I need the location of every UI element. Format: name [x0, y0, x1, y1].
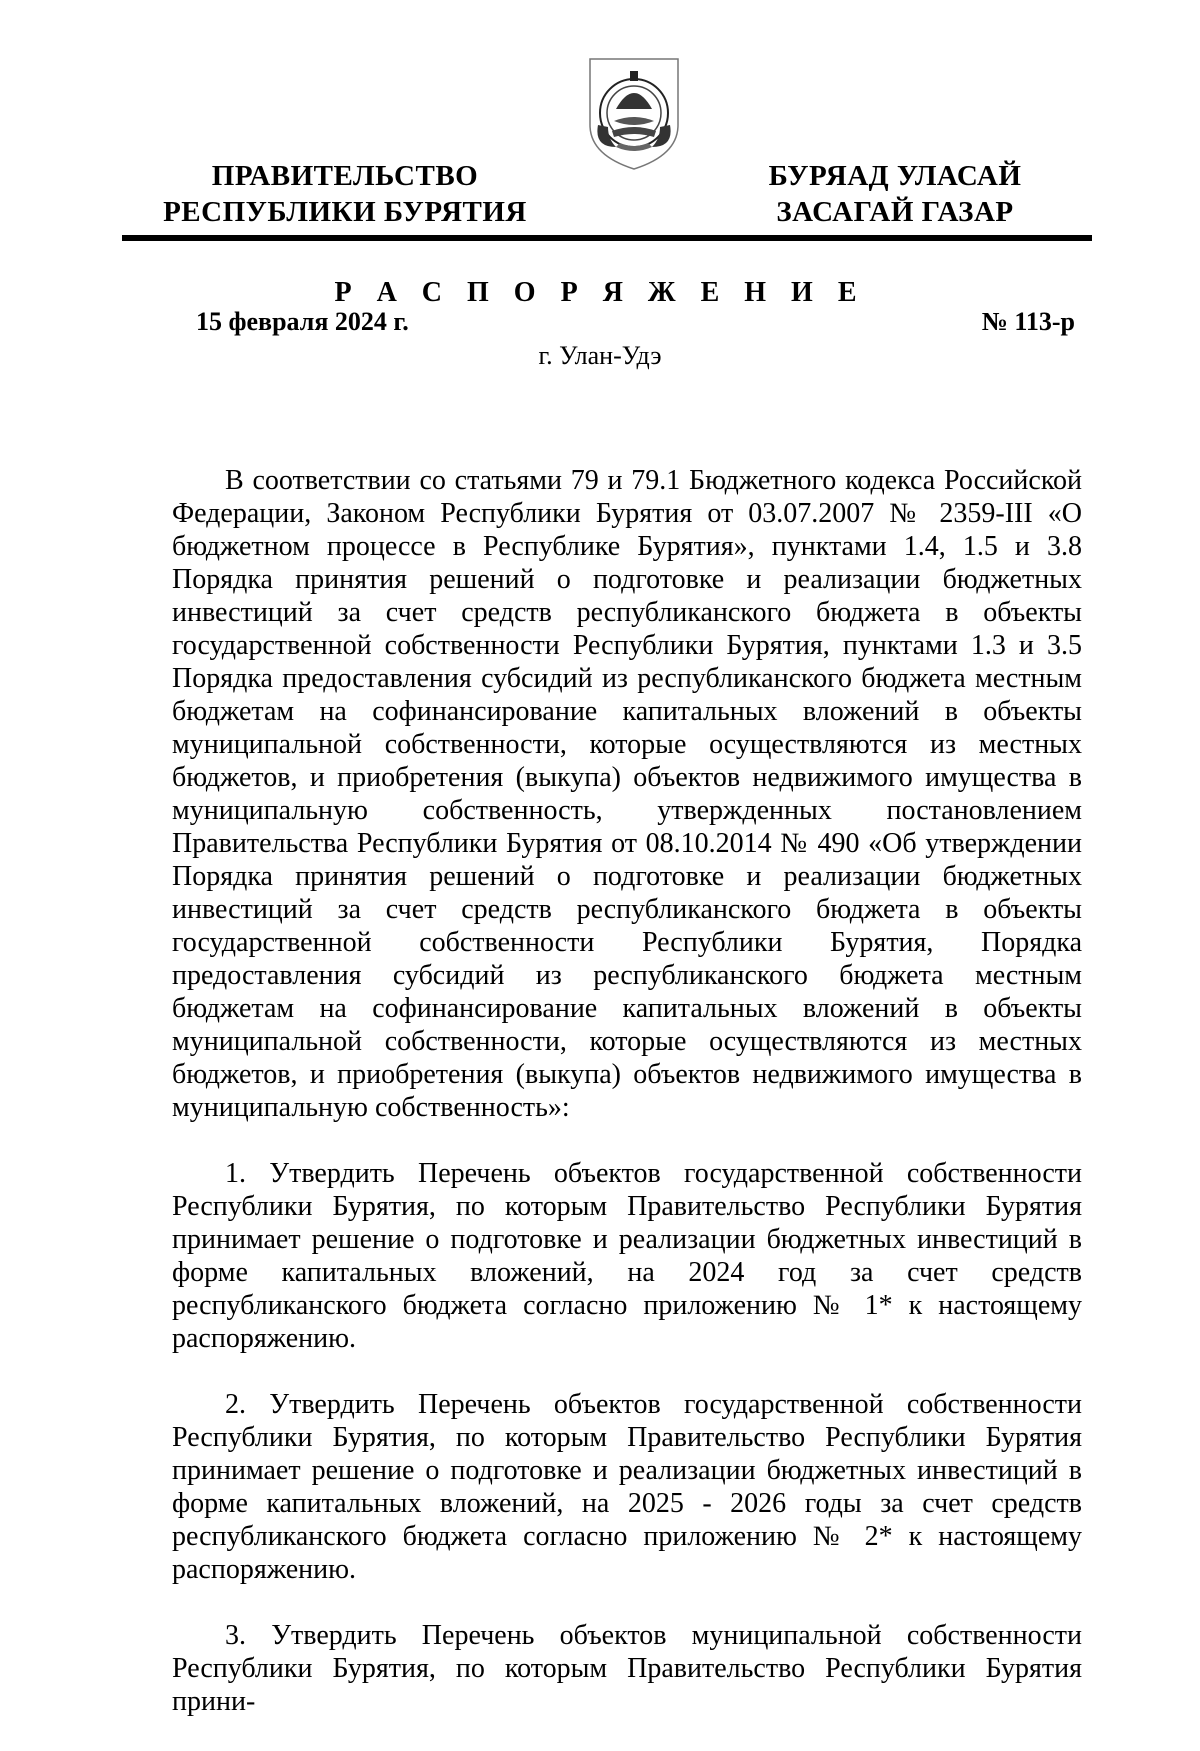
document-type: Р А С П О Р Я Ж Е Н И Е	[334, 277, 866, 308]
org-name-buryat	[735, 158, 1055, 230]
header-divider	[122, 235, 1092, 241]
document-body	[172, 464, 1082, 1751]
preamble-paragraph: В соответствии со статьями 79 и 79.1 Бюджетного кодекса Российской Федерации, Законом Республики Бурятия от 03.07.2007 № 2359-III «О бюджетном процессе в Республике Бурятия», пунктами 1.4, 1.5 и 3.8 Порядка принятия решений о подготовке и реализации бюджетных инвестиций за счет средств республиканского бюджета в объекты государственной собственности Республики Бурятия, пунктами 1.3 и 3.5 Порядка предоставления субсидий из республиканского бюджета местным бюджетам на софинансирование капитальных вложений в объекты муниципальной собственности, которые осуществляются из местных бюджетов, и приобретения (выкупа) объектов недвижимого имущества в муниципальную собственность, утвержденных постановлением Правительства Республики Бурятия от 08.10.2014 № 490 «Об утверждении Порядка принятия решений о подготовке и реализации бюджетных инвестиций за счет средств республиканского бюджета в объекты государственной собственности Республики Бурятия, Порядка предоставления субсидий из республиканского бюджета местным бюджетам на софинансирование капитальных вложений в объекты муниципальной собственности, которые осуществляются из местных бюджетов, и приобретения (выкупа) объектов недвижимого имущества в муниципальную собственность»:	[172, 465, 1082, 1123]
document-number: № 113-р	[981, 307, 1075, 336]
clause-paragraph: 1. Утвердить Перечень объектов государственной собственности Республики Бурятия, по которым Правительство Республики Бурятия принимает решение о подготовке и реализации бюджетных инвестиций в форме капитальных вложений, на 2024 год за счет средств республиканского бюджета согласно приложению № 1* к настоящему распоряжению.	[172, 1158, 1082, 1354]
document-city: г. Улан-Удэ	[538, 341, 662, 370]
clause-paragraph: 3. Утвердить Перечень объектов муниципальной собственности Республики Бурятия, по которым Правительство Республики Бурятия прини-	[172, 1620, 1082, 1717]
org-name-russian	[155, 158, 535, 230]
org-name-line: БУРЯАД УЛАСАЙ	[768, 160, 1022, 192]
org-name-line: ЗАСАГАЙ ГАЗАР	[776, 196, 1014, 228]
clause-paragraph: 2. Утвердить Перечень объектов государственной собственности Республики Бурятия, по которым Правительство Республики Бурятия принимает решение о подготовке и реализации бюджетных инвестиций в форме капитальных вложений, на 2025 - 2026 годы за счет средств республиканского бюджета согласно приложению № 2* к настоящему распоряжению.	[172, 1389, 1082, 1585]
coat-of-arms-icon	[586, 55, 682, 173]
document-date: 15 февраля 2024 г.	[196, 307, 409, 336]
org-name-line: ПРАВИТЕЛЬСТВО	[211, 160, 479, 192]
org-name-line: РЕСПУБЛИКИ БУРЯТИЯ	[163, 196, 527, 228]
